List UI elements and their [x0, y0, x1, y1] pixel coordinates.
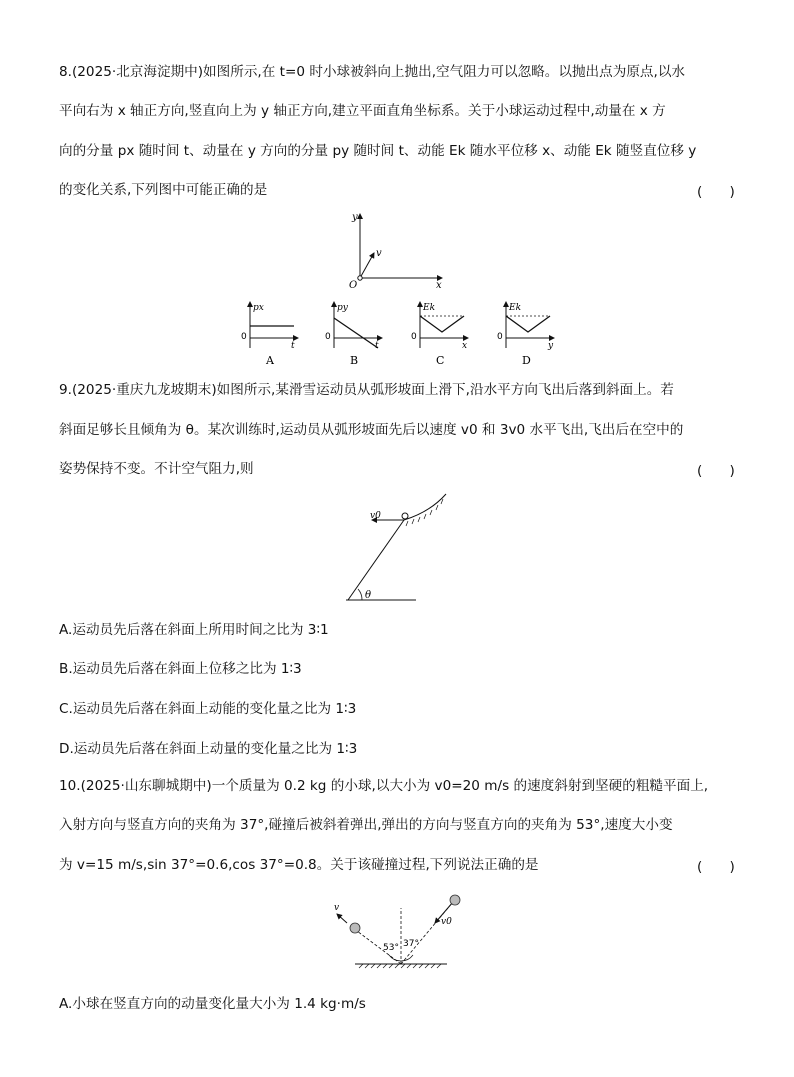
- svg-text:t: t: [375, 341, 379, 351]
- q8-graph-d: [492, 298, 562, 368]
- q9-line-3: 姿势保持不变。不计空气阻力,则: [59, 461, 254, 477]
- svg-text:y: y: [548, 341, 554, 351]
- svg-text:x: x: [462, 341, 468, 351]
- svg-text:t: t: [291, 341, 295, 351]
- q8-line-1: 8.(2025·北京海淀期中)如图所示,在 t=0 时小球被斜向上抛出,空气阻力可以忽略。以抛出点为原点,以水: [59, 64, 686, 80]
- velocity-label: v: [376, 248, 382, 259]
- ek-x-curve: [420, 316, 464, 332]
- q10-line-1: 10.(2025·山东聊城期中)一个质量为 0.2 kg 的小球,以大小为 v0=20 m/s 的速度斜射到坚硬的粗糙平面上,: [59, 778, 709, 794]
- q9-option-a[interactable]: A.运动员先后落在斜面上所用时间之比为 3∶1: [59, 622, 329, 638]
- q8-graph-a: [236, 298, 306, 368]
- incline: [348, 520, 404, 600]
- q8-line-4: 的变化关系,下列图中可能正确的是: [59, 182, 268, 198]
- q9-ski-slope-figure: [340, 490, 460, 604]
- svg-text:Ek: Ek: [423, 303, 436, 313]
- q10-answer-bracket: ( ): [697, 859, 735, 875]
- ball-rebound: [350, 923, 360, 933]
- svg-text:px: px: [253, 303, 264, 313]
- rebound-velocity-arrow: [337, 914, 347, 923]
- skier: [402, 513, 408, 519]
- option-letter: D: [522, 354, 531, 367]
- incident-velocity-label: v0: [441, 917, 452, 927]
- q10-collision-figure: [325, 888, 465, 976]
- q10-line-3: 为 v=15 m/s,sin 37°=0.6,cos 37°=0.8。关于该碰撞过程,下列说法正确的是: [59, 857, 539, 873]
- q8-coordinate-figure: [330, 208, 450, 290]
- q9-answer-bracket: ( ): [697, 463, 735, 479]
- q8-line-2: 平向右为 x 轴正方向,竖直向上为 y 轴正方向,建立平面直角坐标系。关于小球运动过程中,动量在 x 方: [59, 103, 666, 119]
- option-letter: B: [350, 354, 359, 367]
- svg-text:Ek: Ek: [509, 303, 522, 313]
- svg-text:0: 0: [241, 332, 247, 342]
- origin-label: O: [349, 280, 358, 290]
- svg-text:py: py: [337, 303, 348, 313]
- q10-line-2: 入射方向与竖直方向的夹角为 37°,碰撞后被斜着弹出,弹出的方向与竖直方向的夹角为 53°,速度大小变: [59, 817, 673, 833]
- rebound-velocity-label: v: [334, 903, 340, 913]
- q9-line-1: 9.(2025·重庆九龙坡期末)如图所示,某滑雪运动员从弧形坡面上滑下,沿水平方向飞出后落到斜面上。若: [59, 382, 674, 398]
- q9-option-c[interactable]: C.运动员先后落在斜面上动能的变化量之比为 1∶3: [59, 701, 357, 717]
- option-letter: A: [266, 354, 274, 367]
- svg-text:0: 0: [411, 332, 417, 342]
- ball: [358, 276, 362, 280]
- q9-line-2: 斜面足够长且倾角为 θ。某次训练时,运动员从弧形坡面先后以速度 v0 和 3v0 水平飞出,飞出后在空中的: [59, 422, 684, 438]
- py-line: [334, 318, 378, 348]
- angle-53-label: 53°: [383, 943, 399, 953]
- q9-option-d[interactable]: D.运动员先后落在斜面上动量的变化量之比为 1∶3: [59, 741, 358, 757]
- q8-line-3: 向的分量 px 随时间 t、动量在 y 方向的分量 py 随时间 t、动能 Ek 随水平位移 x、动能 Ek 随竖直位移 y: [59, 143, 697, 159]
- q8-graph-b: [320, 298, 390, 368]
- velocity-arrow: [360, 253, 374, 278]
- ek-y-curve: [506, 316, 550, 332]
- svg-text:0: 0: [497, 332, 503, 342]
- q10-option-a[interactable]: A.小球在竖直方向的动量变化量大小为 1.4 kg·m/s: [59, 996, 366, 1012]
- y-axis-label: y: [352, 212, 358, 223]
- ball-incident: [450, 895, 460, 905]
- angle-37-label: 37°: [403, 939, 419, 949]
- velocity-label: v0: [370, 511, 381, 521]
- svg-text:0: 0: [325, 332, 331, 342]
- angle-label: θ: [365, 590, 372, 601]
- q9-option-b[interactable]: B.运动员先后落在斜面上位移之比为 1∶3: [59, 661, 302, 677]
- option-letter: C: [436, 354, 445, 367]
- q8-graph-c: [406, 298, 476, 368]
- q8-answer-bracket: ( ): [697, 184, 735, 200]
- x-axis-label: x: [436, 280, 442, 290]
